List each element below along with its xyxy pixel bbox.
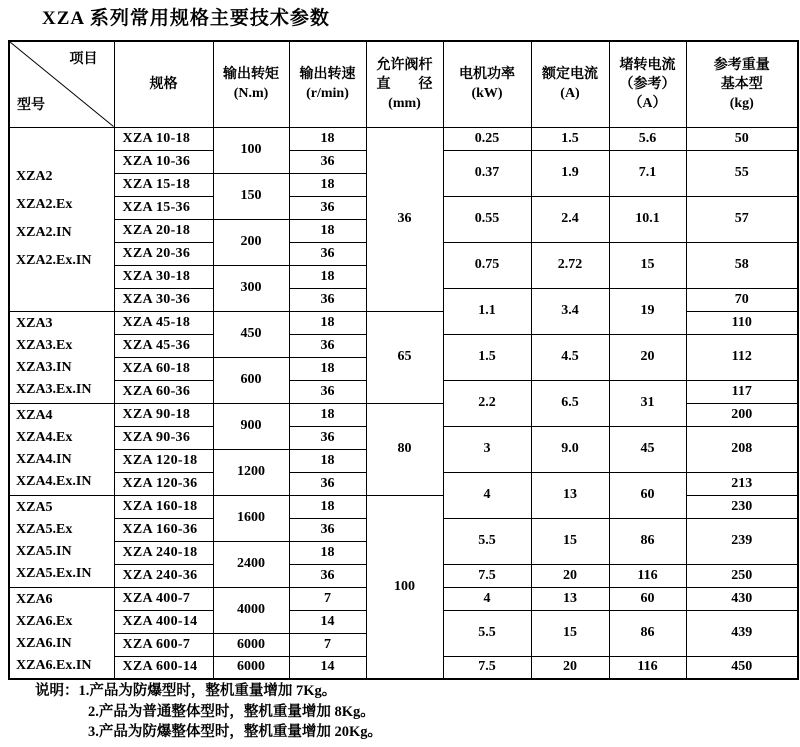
weight-cell: 200: [686, 403, 798, 426]
model-variant-label: XZA5.Ex.IN: [16, 566, 92, 581]
stem-cell: 36: [366, 127, 443, 311]
weight-cell: 50: [686, 127, 798, 150]
stall-cell: 5.6: [609, 127, 686, 150]
speed-cell: 7: [289, 587, 366, 610]
model-variant-label: XZA2: [16, 169, 53, 184]
spec-cell: XZA 15-18: [114, 173, 213, 196]
spec-cell: XZA 160-36: [114, 518, 213, 541]
weight-cell: 250: [686, 564, 798, 587]
corner-label-item: 项目: [69, 52, 98, 67]
stall-cell: 31: [609, 380, 686, 426]
stem-cell: 80: [366, 403, 443, 495]
model-variant-label: XZA6: [16, 591, 53, 607]
spec-table-body: [9, 127, 798, 679]
power-cell: 1.5: [443, 334, 531, 380]
torque-cell: 2400: [213, 541, 289, 587]
torque-cell: 300: [213, 265, 289, 311]
speed-cell: 18: [289, 449, 366, 472]
torque-cell: 100: [213, 127, 289, 173]
power-cell: 5.5: [443, 610, 531, 656]
speed-cell: 18: [289, 495, 366, 518]
model-cell: [9, 311, 114, 403]
header-row: [9, 41, 798, 127]
current-cell: 1.5: [531, 127, 609, 150]
speed-cell: 18: [289, 403, 366, 426]
torque-cell: 900: [213, 403, 289, 449]
stall-cell: 86: [609, 610, 686, 656]
torque-cell: 6000: [213, 633, 289, 656]
page-title: XZA 系列常用规格主要技术参数: [42, 8, 330, 29]
weight-cell: 430: [686, 587, 798, 610]
model-variant-label: XZA3: [16, 316, 53, 331]
stall-cell: 15: [609, 242, 686, 288]
current-cell: 6.5: [531, 380, 609, 426]
model-cell: [9, 495, 114, 587]
spec-cell: XZA 10-36: [114, 150, 213, 173]
stall-cell: 7.1: [609, 150, 686, 196]
motor-power-column-header: 电机功率 (kW): [443, 41, 531, 127]
stem-cell: 100: [366, 495, 443, 679]
speed-cell: 14: [289, 610, 366, 633]
weight-column-header: 参考重量 基本型 (kg): [686, 41, 798, 127]
power-cell: 0.25: [443, 127, 531, 150]
torque-column-header: 输出转矩 (N.m): [213, 41, 289, 127]
model-variant-label: XZA5.IN: [16, 544, 72, 559]
stall-cell: 60: [609, 472, 686, 518]
power-cell: 0.37: [443, 150, 531, 196]
weight-cell: 58: [686, 242, 798, 288]
torque-cell: 450: [213, 311, 289, 357]
power-cell: 1.1: [443, 288, 531, 334]
model-variant-label: XZA5.Ex: [16, 522, 73, 537]
power-cell: 0.75: [443, 242, 531, 288]
stall-cell: 19: [609, 288, 686, 334]
weight-cell: 239: [686, 518, 798, 564]
current-cell: 15: [531, 610, 609, 656]
stall-cell: 116: [609, 564, 686, 587]
spec-cell: XZA 20-18: [114, 219, 213, 242]
weight-cell: 213: [686, 472, 798, 495]
model-cell: [9, 587, 114, 679]
power-cell: 5.5: [443, 518, 531, 564]
spec-cell: XZA 60-36: [114, 380, 213, 403]
spec-cell: XZA 400-14: [114, 610, 213, 633]
stall-cell: 20: [609, 334, 686, 380]
spec-cell: XZA 45-18: [114, 311, 213, 334]
spec-cell: XZA 60-18: [114, 357, 213, 380]
model-cell: [9, 127, 114, 311]
model-cell: [9, 403, 114, 495]
spec-cell: XZA 45-36: [114, 334, 213, 357]
current-cell: 2.4: [531, 196, 609, 242]
torque-cell: 6000: [213, 656, 289, 679]
notes-label: 说明：: [35, 683, 79, 699]
stall-cell: 45: [609, 426, 686, 472]
weight-cell: 110: [686, 311, 798, 334]
speed-cell: 18: [289, 357, 366, 380]
weight-cell: 450: [686, 656, 798, 679]
spec-cell: XZA 600-14: [114, 656, 213, 679]
model-variant-label: XZA4.Ex.IN: [16, 474, 92, 489]
current-cell: 13: [531, 587, 609, 610]
speed-cell: 36: [289, 196, 366, 219]
speed-cell: 36: [289, 334, 366, 357]
stem-cell: 65: [366, 311, 443, 403]
note-line: 2.产品为普通整体型时，整机重量增加 8Kg。: [88, 703, 375, 720]
note-line: 3.产品为防爆整体型时，整机重量增加 20Kg。: [88, 724, 383, 740]
spec-cell: XZA 90-36: [114, 426, 213, 449]
speed-cell: 18: [289, 173, 366, 196]
model-variant-label: XZA6.Ex.IN: [16, 657, 92, 673]
speed-cell: 18: [289, 541, 366, 564]
spec-table: [8, 40, 799, 680]
current-cell: 9.0: [531, 426, 609, 472]
model-variant-label: XZA3.Ex.IN: [16, 382, 92, 397]
model-variant-label: XZA6.Ex: [16, 613, 73, 629]
power-cell: 2.2: [443, 380, 531, 426]
spec-cell: XZA 400-7: [114, 587, 213, 610]
note-item: 1.产品为防爆型时，整机重量增加 7Kg。: [78, 683, 337, 699]
spec-cell: XZA 90-18: [114, 403, 213, 426]
spec-cell: XZA 160-18: [114, 495, 213, 518]
power-cell: 4: [443, 587, 531, 610]
speed-cell: 14: [289, 656, 366, 679]
speed-cell: 18: [289, 127, 366, 150]
spec-cell: XZA 120-18: [114, 449, 213, 472]
torque-cell: 200: [213, 219, 289, 265]
model-variant-label: XZA3.Ex: [16, 338, 73, 353]
spec-cell: XZA 10-18: [114, 127, 213, 150]
stall-cell: 86: [609, 518, 686, 564]
speed-cell: 18: [289, 219, 366, 242]
torque-cell: 1200: [213, 449, 289, 495]
weight-cell: 55: [686, 150, 798, 196]
torque-cell: 1600: [213, 495, 289, 541]
corner-label-model: 型号: [17, 97, 45, 113]
weight-cell: 112: [686, 334, 798, 380]
spec-cell: XZA 120-36: [114, 472, 213, 495]
speed-cell: 18: [289, 311, 366, 334]
power-cell: 0.55: [443, 196, 531, 242]
current-cell: 13: [531, 472, 609, 518]
speed-cell: 36: [289, 472, 366, 495]
corner-header-cell: [9, 41, 114, 127]
model-variant-label: XZA2.Ex: [16, 197, 73, 212]
power-cell: 3: [443, 426, 531, 472]
speed-cell: 36: [289, 150, 366, 173]
current-cell: 20: [531, 564, 609, 587]
power-cell: 7.5: [443, 564, 531, 587]
current-cell: 1.9: [531, 150, 609, 196]
speed-cell: 36: [289, 564, 366, 587]
note-line: [35, 681, 382, 702]
stall-cell: 10.1: [609, 196, 686, 242]
weight-cell: 208: [686, 426, 798, 472]
model-variant-label: XZA2.IN: [16, 225, 72, 240]
weight-cell: 70: [686, 288, 798, 311]
current-cell: 20: [531, 656, 609, 679]
table-row: [9, 127, 798, 150]
model-variant-label: XZA5: [16, 500, 53, 515]
power-cell: 7.5: [443, 656, 531, 679]
weight-cell: 439: [686, 610, 798, 656]
speed-cell: 7: [289, 633, 366, 656]
model-variant-label: XZA2.Ex.IN: [16, 253, 92, 268]
spec-cell: XZA 30-36: [114, 288, 213, 311]
model-variant-label: XZA4.IN: [16, 452, 72, 467]
speed-cell: 18: [289, 265, 366, 288]
stall-cell: 116: [609, 656, 686, 679]
torque-cell: 4000: [213, 587, 289, 633]
model-variant-label: XZA4.Ex: [16, 430, 73, 445]
speed-cell: 36: [289, 426, 366, 449]
weight-cell: 57: [686, 196, 798, 242]
speed-cell: 36: [289, 288, 366, 311]
spec-cell: XZA 240-18: [114, 541, 213, 564]
speed-column-header: 输出转速 (r/min): [289, 41, 366, 127]
spec-cell: XZA 600-7: [114, 633, 213, 656]
spec-cell: XZA 15-36: [114, 196, 213, 219]
weight-cell: 117: [686, 380, 798, 403]
current-cell: 2.72: [531, 242, 609, 288]
torque-cell: 150: [213, 173, 289, 219]
spec-column-header: 规格: [114, 41, 213, 127]
spec-cell: XZA 20-36: [114, 242, 213, 265]
model-variant-label: XZA6.IN: [16, 635, 72, 651]
model-variant-label: XZA4: [16, 408, 53, 423]
torque-cell: 600: [213, 357, 289, 403]
diagonal-divider-icon: [10, 42, 114, 127]
current-cell: 4.5: [531, 334, 609, 380]
weight-cell: 230: [686, 495, 798, 518]
notes-block: [35, 681, 382, 743]
spec-cell: XZA 240-36: [114, 564, 213, 587]
speed-cell: 36: [289, 380, 366, 403]
current-cell: 15: [531, 518, 609, 564]
stall-current-column-header: 堵转电流 （参考） （A）: [609, 41, 686, 127]
power-cell: 4: [443, 472, 531, 518]
spec-cell: XZA 30-18: [114, 265, 213, 288]
stall-cell: 60: [609, 587, 686, 610]
rated-current-column-header: 额定电流 (A): [531, 41, 609, 127]
stem-diameter-column-header: 允许阀杆 直 径 (mm): [366, 41, 443, 127]
speed-cell: 36: [289, 242, 366, 265]
speed-cell: 36: [289, 518, 366, 541]
current-cell: 3.4: [531, 288, 609, 334]
model-variant-label: XZA3.IN: [16, 360, 72, 375]
